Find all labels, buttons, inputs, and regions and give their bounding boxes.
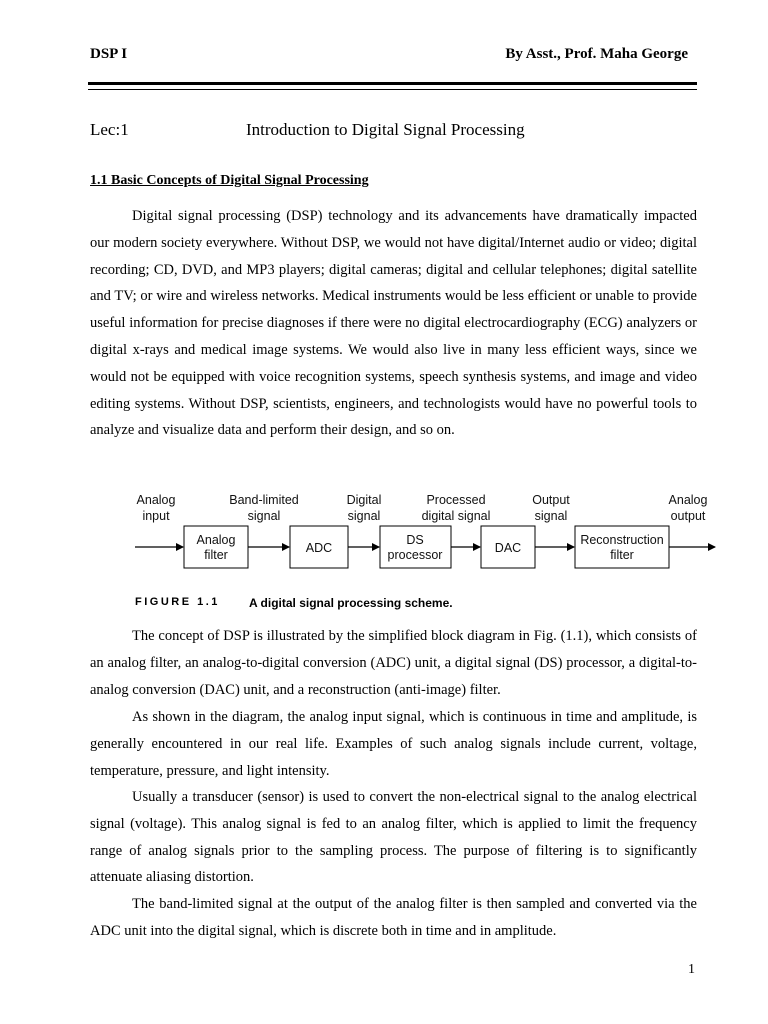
lecture-number: Lec:1 xyxy=(90,120,129,139)
block-analog-filter-label-1: Analog xyxy=(196,533,236,547)
label-digital-signal-2: signal xyxy=(347,509,381,523)
block-ds-processor-label-2: processor xyxy=(387,548,443,562)
block-reconstruction-filter-label-2: filter xyxy=(610,548,634,562)
paragraph: Digital signal processing (DSP) technology and its advancements have dramatically impacted our modern society everywhere. Without DSP, we would not have digital/Internet audio or video; digital recording; CD, DVD, and MP3 players; digital cameras; digital and cellular telephones; digital satellite and TV; or wire and wireless networks. Medical instruments would be less efficient or unable to provide useful information for precise diagnoses if there were no digital electrocardiography (ECG) analyzers or digital x-rays and medical image systems. We would also live in many less efficient ways, since we would not be equipped with voice recognition systems, speech synthesis systems, and image and video editing systems. Without DSP, scientists, engineers, and technologists would have no powerful tools to analyze and visualize data and perform their design, and so on. xyxy=(90,208,697,439)
dsp-block-diagram xyxy=(128,488,728,578)
section-heading: 1.1 Basic Concepts of Digital Signal Processing xyxy=(90,173,369,188)
label-output-signal-2: signal xyxy=(534,509,568,523)
label-analog-output-2: output xyxy=(670,509,706,523)
block-reconstruction-filter-label-1: Reconstruction xyxy=(580,533,664,547)
label-band-limited-1: Band-limited xyxy=(229,493,299,507)
label-analog-output-1: Analog xyxy=(668,493,708,507)
header-course: DSP I xyxy=(90,46,128,62)
figure-label: FIGURE 1.1 xyxy=(135,596,220,608)
figure-caption: A digital signal processing scheme. xyxy=(249,596,453,610)
block-ds-processor-label-1: DS xyxy=(406,533,424,547)
label-digital-signal-1: Digital xyxy=(346,493,382,507)
paragraph: As shown in the diagram, the analog input signal, which is continuous in time and amplitude, is generally encountered in our real life. Examples of such analog signals include current, voltage, temperature, pressure, and light intensity. xyxy=(90,709,697,779)
header-author: By Asst., Prof. Maha George xyxy=(505,46,688,62)
label-output-signal-1: Output xyxy=(532,493,570,507)
header-rule-thick xyxy=(88,82,697,85)
label-processed-1: Processed xyxy=(426,493,486,507)
paragraph: The concept of DSP is illustrated by the simplified block diagram in Fig. (1.1), which consists of an analog filter, an analog-to-digital conversion (ADC) unit, a digital signal (DS) processor, a digital-to-analog conversion (DAC) unit, and a reconstruction (anti-image) filter. xyxy=(90,628,697,698)
header-rule-thin xyxy=(88,89,697,90)
label-analog-input-2: input xyxy=(142,509,170,523)
page-number: 1 xyxy=(688,962,695,977)
lecture-title: Introduction to Digital Signal Processing xyxy=(246,120,525,139)
block-adc-label: ADC xyxy=(305,541,333,555)
paragraph: The band-limited signal at the output of the analog filter is then sampled and converted via the ADC unit into the digital signal, which is discrete both in time and in amplitude. xyxy=(90,896,697,939)
label-band-limited-2: signal xyxy=(247,509,281,523)
block-dac-label: DAC xyxy=(494,541,522,555)
block-analog-filter-label-2: filter xyxy=(204,548,228,562)
label-analog-input-1: Analog xyxy=(136,493,176,507)
label-processed-2: digital signal xyxy=(421,509,491,523)
paragraph: Usually a transducer (sensor) is used to convert the non-electrical signal to the analog electrical signal (voltage). This analog signal is fed to an analog filter, which is applied to limit the frequency range of analog signals prior to the sampling process. The purpose of filtering is to significantly attenuate aliasing distortion. xyxy=(90,789,697,886)
